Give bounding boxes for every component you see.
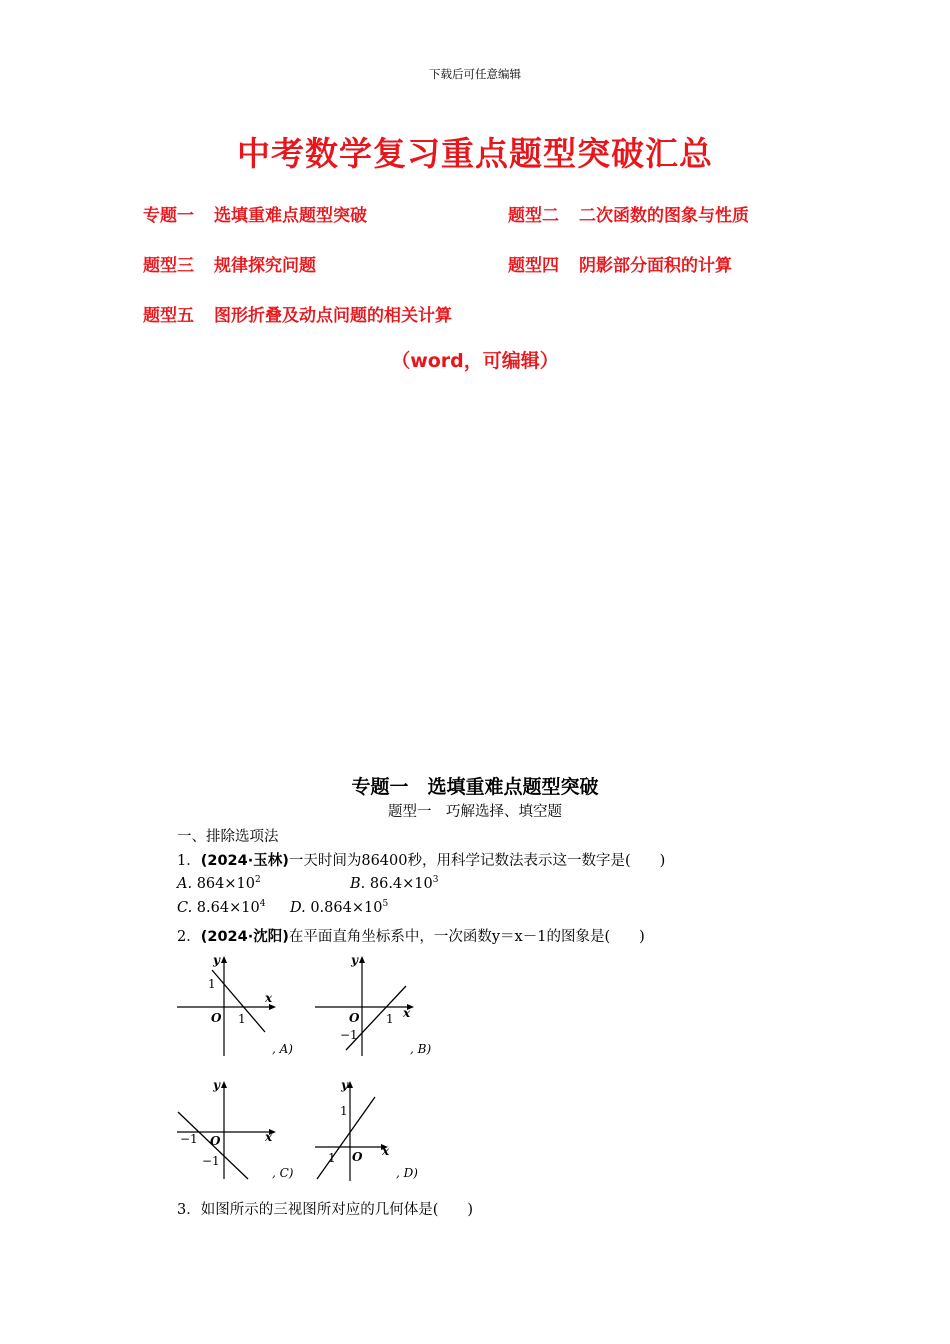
graph-b-y-label: y (351, 953, 358, 967)
graph-c-y-intercept: −1 (202, 1154, 220, 1168)
q1-option-c-value: 8.64×10 (196, 900, 260, 916)
question-2 (177, 925, 645, 946)
toc-item-5 (143, 301, 452, 326)
graph-d-x-intercept: 1 (328, 1151, 336, 1165)
graph-a-y-label: y (213, 953, 220, 967)
graph-option-b (310, 950, 420, 1062)
q1-option-d-value: 0.864×10 (310, 900, 383, 916)
question-3-stem: 如图所示的三视图所对应的几何体是( ) (200, 1202, 474, 1218)
q1-option-b-value: 86.4×10 (369, 876, 433, 892)
graph-c-x-intercept: −1 (180, 1132, 198, 1146)
graph-option-a (172, 950, 282, 1062)
question-1 (177, 849, 665, 870)
toc-item-3-text: 规律探究问题 (214, 256, 316, 276)
graph-d-origin: O (352, 1150, 363, 1164)
question-1-number: 1． (177, 853, 201, 869)
toc-item-4-prefix: 题型四 (508, 256, 559, 276)
q1-option-a-exp: 2 (254, 875, 261, 885)
q1-option-d-letter: D. (290, 900, 306, 916)
graph-a-x-intercept: 1 (238, 1012, 246, 1026)
graph-c-x-label: x (265, 1130, 273, 1144)
graph-option-c (172, 1073, 282, 1185)
toc-item-2 (508, 201, 749, 226)
graph-d-x-label: x (382, 1144, 390, 1158)
graph-c-y-label: y (213, 1078, 220, 1092)
graph-c-origin: O (210, 1134, 221, 1148)
section-title: 专题一 选填重难点题型突破 (351, 776, 599, 798)
q1-option-d (290, 899, 388, 916)
question-3 (177, 1198, 473, 1219)
toc-item-4 (508, 251, 732, 276)
graph-c-caption: , C) (272, 1166, 294, 1180)
editable-note: （word，可编辑） (391, 350, 559, 372)
q1-option-c-letter: C. (177, 900, 193, 916)
toc-item-5-prefix: 题型五 (143, 306, 194, 326)
graph-d-y-intercept: 1 (340, 1104, 348, 1118)
graph-b-x-label: x (403, 1006, 411, 1020)
question-2-source: (2024·沈阳) (200, 929, 289, 945)
toc-item-3 (143, 251, 316, 276)
toc-item-1 (143, 201, 367, 226)
q1-option-c (177, 899, 265, 916)
q1-option-a (177, 875, 261, 892)
toc-item-1-text: 选填重难点题型突破 (214, 206, 367, 226)
method-heading: 一、排除选项法 (177, 829, 279, 845)
toc-item-5-text: 图形折叠及动点问题的相关计算 (214, 306, 452, 326)
toc-item-2-text: 二次函数的图象与性质 (579, 206, 749, 226)
q1-option-a-letter: A. (177, 876, 193, 892)
toc-item-4-text: 阴影部分面积的计算 (579, 256, 732, 276)
graph-d-y-label: y (341, 1078, 348, 1092)
graph-a-y-intercept: 1 (208, 977, 216, 991)
graph-b-y-intercept: −1 (340, 1028, 358, 1042)
sub-title: 题型一 巧解选择、填空题 (388, 804, 562, 820)
question-1-source: (2024·玉林) (200, 853, 289, 869)
q1-option-a-value: 864×10 (196, 876, 255, 892)
graph-b-origin: O (349, 1011, 360, 1025)
q1-option-b-exp: 3 (432, 875, 439, 885)
question-2-number: 2． (177, 929, 201, 945)
header-note: 下载后可任意编辑 (429, 67, 521, 81)
q1-option-c-exp: 4 (259, 899, 266, 909)
question-2-stem: 在平面直角坐标系中，一次函数y＝x－1的图象是( ) (288, 929, 645, 945)
graph-b-x-intercept: 1 (386, 1012, 394, 1026)
question-1-stem: 一天时间为86400秒，用科学记数法表示这一数字是( ) (288, 853, 666, 869)
graph-d-caption: , D) (396, 1166, 418, 1180)
toc-item-2-prefix: 题型二 (508, 206, 559, 226)
graph-b-caption: , B) (410, 1042, 432, 1056)
graph-a-x-label: x (265, 991, 273, 1005)
question-3-number: 3． (177, 1202, 201, 1218)
toc-item-1-prefix: 专题一 (143, 206, 194, 226)
toc-item-3-prefix: 题型三 (143, 256, 194, 276)
q1-option-b-letter: B. (350, 876, 366, 892)
q1-option-d-exp: 5 (382, 899, 389, 909)
graph-a-origin: O (211, 1011, 222, 1025)
graph-a-caption: , A) (272, 1042, 293, 1056)
q1-option-b (350, 875, 439, 892)
main-title: 中考数学复习重点题型突破汇总 (237, 134, 713, 173)
